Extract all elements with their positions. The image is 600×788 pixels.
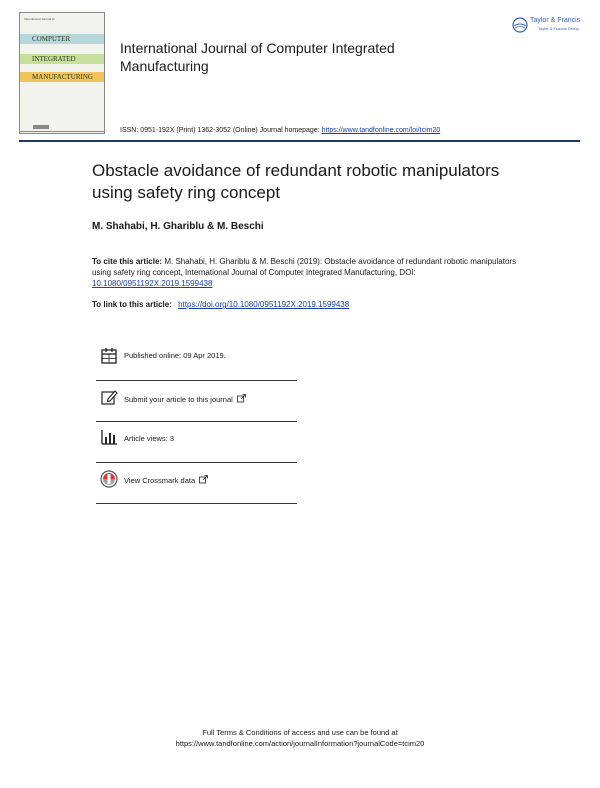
header-divider [19,140,580,142]
journal-title: International Journal of Computer Integrated Manufacturing [120,40,395,74]
crossmark-icon [100,470,118,488]
bar-chart-icon [100,428,118,446]
info-divider [96,421,297,422]
article-title: Obstacle avoidance of redundant robotic manipulators using safety ring concept [92,161,500,202]
link-label: To link to this article: [92,300,172,309]
submit-article-row[interactable] [96,388,297,408]
article-authors: M. Shahabi, H. Ghariblu & M. Beschi [92,221,264,232]
article-views-row [96,428,297,448]
issn-line [120,127,440,134]
article-link-line [92,300,349,309]
cover-series-label: International Journal of [24,17,55,21]
journal-cover [19,12,105,134]
edit-icon [100,388,118,406]
published-online-text: Published online: 09 Apr 2019. [124,351,226,360]
cover-band-manufacturing: MANUFACTURING [20,72,104,82]
citation-text: M. Shahabi, H. Ghariblu & M. Beschi (2019): Obstacle avoidance of redundant robotic manipulators using safety ring concept, International Journal of Computer Integrated Manufacturing, DOI: [92,257,517,277]
external-link-icon [199,475,208,484]
issn-text: ISSN: 0951-192X (Print) 1362-3052 (Online) Journal homepage: [120,127,320,134]
info-divider [96,380,297,381]
article-doi-link[interactable]: https://doi.org/10.1080/0951192X.2019.1599438 [178,300,350,309]
crossmark-label: View Crossmark data [124,476,196,485]
crossmark-row[interactable] [96,469,297,489]
cover-band-computer: COMPUTER [20,34,104,44]
journal-homepage-link[interactable]: https://www.tandfonline.com/loi/tcim20 [321,127,441,134]
submit-article-text [124,394,246,404]
submit-article-label: Submit your article to this journal [124,395,233,404]
info-divider [96,462,297,463]
article-views-text: Article views: 3 [124,434,175,443]
published-online-row [96,347,297,367]
cover-rule [20,131,104,132]
external-link-icon [237,394,246,403]
publisher-logo[interactable] [510,14,590,38]
citation-block [92,256,522,289]
cover-publisher-mark [33,125,49,129]
publisher-name: Taylor & Francis [530,17,581,24]
publisher-subtitle: Taylor & Francis Group [538,26,579,31]
cover-band-integrated: INTEGRATED [20,54,104,64]
info-divider [96,503,297,504]
citation-label: To cite this article: [92,257,163,266]
calendar-icon [100,347,118,365]
crossmark-text [124,475,208,485]
footer [0,727,600,749]
footer-terms-text: Full Terms & Conditions of access and use can be found at [202,728,398,737]
citation-doi-link[interactable]: 10.1080/0951192X.2019.1599438 [92,279,213,288]
footer-terms-link[interactable]: https://www.tandfonline.com/action/journalInformation?journalCode=tcim20 [175,739,425,748]
publisher-globe-icon [512,17,528,33]
